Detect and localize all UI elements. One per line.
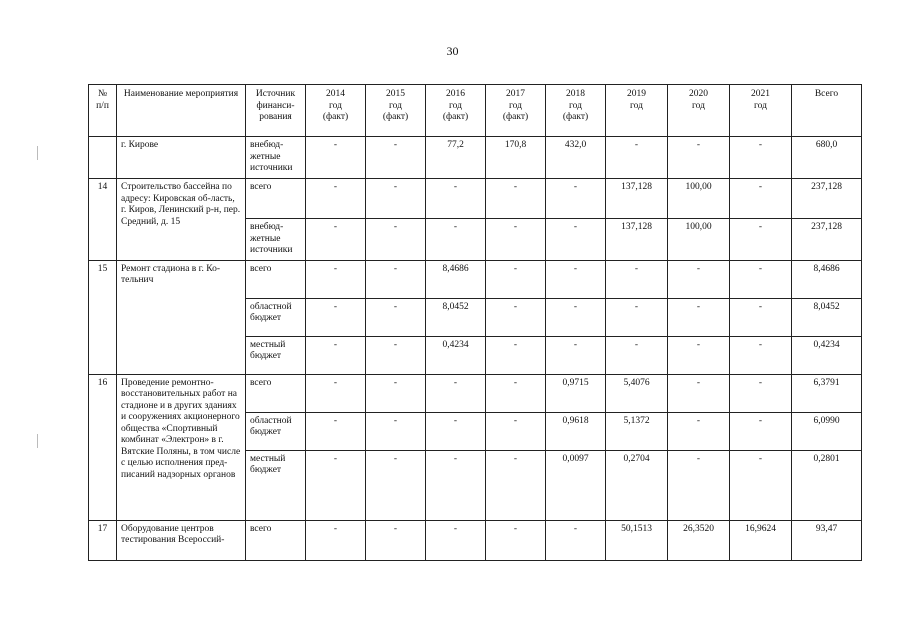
year-value: -: [366, 298, 426, 336]
year-value: -: [306, 219, 366, 261]
table-row: [89, 137, 862, 179]
year-value: 0,0097: [546, 450, 606, 520]
year-value: -: [546, 336, 606, 374]
header-row: [89, 85, 862, 137]
year-value: 8,4686: [426, 260, 486, 298]
year-value: -: [668, 412, 730, 450]
funding-source: областной бюджет: [246, 298, 306, 336]
year-value: -: [730, 450, 792, 520]
row-number: 15: [89, 260, 117, 374]
year-value: -: [668, 298, 730, 336]
header-year-2018: [546, 85, 606, 137]
header-year-2015: [366, 85, 426, 137]
year-value: -: [306, 179, 366, 219]
header-year-2020: [668, 85, 730, 137]
year-value: -: [730, 219, 792, 261]
header-year-2021: [730, 85, 792, 137]
event-name: Ремонт стадиона в г. Ко-тельнич: [117, 260, 246, 374]
year-value: 50,1513: [606, 520, 668, 560]
total-value: 237,128: [792, 179, 862, 219]
header-year-2016: [426, 85, 486, 137]
year-value: -: [606, 260, 668, 298]
header-year: 2017: [506, 89, 525, 99]
year-value: -: [366, 219, 426, 261]
year-value: -: [486, 179, 546, 219]
year-value: 100,00: [668, 219, 730, 261]
funding-source: внебюд-жетные источники: [246, 219, 306, 261]
scan-mark: [37, 146, 38, 160]
scan-mark: [37, 434, 38, 448]
event-name: Проведение ремонтно-восстановительных работ на стадионе и в других зданиях и сооружениях акционерного общества «Спортивный комбинат «Электрон» в г. Вятские Поляны, в том числе с целью исполнения пред-писаний надзорных органов: [117, 374, 246, 520]
year-value: -: [306, 137, 366, 179]
event-name: Строительство бассейна по адресу: Кировская об-ласть, г. Киров, Ленинский р-н, пер. Средний, д. 15: [117, 179, 246, 261]
year-value: -: [606, 137, 668, 179]
total-value: 0,4234: [792, 336, 862, 374]
year-value: -: [306, 520, 366, 560]
year-value: -: [366, 520, 426, 560]
header-year-unit: год: [389, 100, 402, 111]
header-source: Источник финанси-рования: [246, 85, 306, 137]
row-number: 14: [89, 179, 117, 261]
year-value: -: [366, 374, 426, 412]
year-value: 26,3520: [668, 520, 730, 560]
year-value: -: [730, 298, 792, 336]
year-value: -: [306, 298, 366, 336]
year-value: 170,8: [486, 137, 546, 179]
year-value: 137,128: [606, 179, 668, 219]
funding-source: всего: [246, 179, 306, 219]
year-value: -: [486, 219, 546, 261]
row-number: 16: [89, 374, 117, 520]
year-value: 0,9715: [546, 374, 606, 412]
year-value: 0,9618: [546, 412, 606, 450]
funding-table: [88, 84, 862, 561]
funding-source: областной бюджет: [246, 412, 306, 450]
header-year-2017: [486, 85, 546, 137]
year-value: 8,0452: [426, 298, 486, 336]
year-value: -: [306, 412, 366, 450]
table-row: [89, 520, 862, 560]
header-year-note: (факт): [502, 112, 529, 122]
row-number: [89, 137, 117, 179]
year-value: -: [486, 450, 546, 520]
year-value: -: [730, 179, 792, 219]
header-year: 2019: [627, 89, 646, 99]
year-value: -: [730, 374, 792, 412]
total-value: 6,0990: [792, 412, 862, 450]
year-value: -: [366, 336, 426, 374]
table-row: [89, 260, 862, 298]
year-value: -: [668, 450, 730, 520]
year-value: -: [426, 412, 486, 450]
year-value: -: [486, 412, 546, 450]
year-value: 77,2: [426, 137, 486, 179]
year-value: -: [426, 450, 486, 520]
year-value: -: [306, 336, 366, 374]
header-total: Всего: [792, 85, 862, 137]
total-value: 0,2801: [792, 450, 862, 520]
year-value: -: [668, 374, 730, 412]
header-year-2014: [306, 85, 366, 137]
page-number: 30: [446, 44, 459, 58]
year-value: 5,1372: [606, 412, 668, 450]
year-value: -: [668, 137, 730, 179]
table-row: [89, 179, 862, 219]
year-value: -: [366, 412, 426, 450]
funding-source: всего: [246, 374, 306, 412]
event-name: Оборудование центров тестирования Всероссий-: [117, 520, 246, 560]
year-value: -: [668, 336, 730, 374]
header-year: 2016: [446, 89, 465, 99]
total-value: 6,3791: [792, 374, 862, 412]
year-value: -: [426, 219, 486, 261]
header-year-unit: год: [329, 100, 342, 111]
table-body: [89, 137, 862, 561]
header-year-note: (факт): [382, 112, 409, 122]
year-value: -: [606, 336, 668, 374]
year-value: -: [546, 179, 606, 219]
header-num: № п/п: [89, 85, 117, 137]
header-year-note: (факт): [562, 112, 589, 122]
table-row: [89, 374, 862, 412]
header-year-note: (факт): [322, 112, 349, 122]
year-value: -: [730, 412, 792, 450]
header-year-unit: год: [449, 100, 462, 111]
funding-source: внебюд-жетные источники: [246, 137, 306, 179]
year-value: -: [366, 450, 426, 520]
year-value: -: [306, 450, 366, 520]
year-value: -: [306, 374, 366, 412]
year-value: -: [606, 298, 668, 336]
header-year: 2014: [326, 89, 345, 99]
year-value: -: [486, 520, 546, 560]
total-value: 8,4686: [792, 260, 862, 298]
year-value: -: [546, 520, 606, 560]
header-year-unit: год: [630, 100, 643, 111]
header-year-note: (факт): [442, 112, 469, 122]
year-value: -: [668, 260, 730, 298]
year-value: -: [546, 298, 606, 336]
year-value: -: [486, 374, 546, 412]
funding-source: местный бюджет: [246, 450, 306, 520]
year-value: 137,128: [606, 219, 668, 261]
row-number: 17: [89, 520, 117, 560]
year-value: -: [426, 374, 486, 412]
header-year-unit: год: [754, 100, 767, 111]
header-year: 2018: [566, 89, 585, 99]
year-value: -: [306, 260, 366, 298]
header-year: 2020: [689, 89, 708, 99]
funding-source: всего: [246, 260, 306, 298]
total-value: 8,0452: [792, 298, 862, 336]
year-value: -: [366, 137, 426, 179]
total-value: 680,0: [792, 137, 862, 179]
header-year: 2015: [386, 89, 405, 99]
header-year-2019: [606, 85, 668, 137]
year-value: -: [730, 336, 792, 374]
total-value: 93,47: [792, 520, 862, 560]
header-year: 2021: [751, 89, 770, 99]
event-name: г. Кирове: [117, 137, 246, 179]
header-year-unit: год: [509, 100, 522, 111]
year-value: 0,2704: [606, 450, 668, 520]
header-year-unit: год: [569, 100, 582, 111]
header-name: Наименование мероприятия: [117, 85, 246, 137]
year-value: -: [486, 260, 546, 298]
funding-source: всего: [246, 520, 306, 560]
total-value: 237,128: [792, 219, 862, 261]
year-value: 0,4234: [426, 336, 486, 374]
year-value: -: [366, 179, 426, 219]
year-value: -: [486, 298, 546, 336]
year-value: -: [546, 260, 606, 298]
year-value: 432,0: [546, 137, 606, 179]
year-value: 16,9624: [730, 520, 792, 560]
year-value: -: [546, 219, 606, 261]
year-value: -: [426, 179, 486, 219]
funding-source: местный бюджет: [246, 336, 306, 374]
year-value: 100,00: [668, 179, 730, 219]
year-value: -: [486, 336, 546, 374]
year-value: -: [730, 260, 792, 298]
year-value: 5,4076: [606, 374, 668, 412]
year-value: -: [730, 137, 792, 179]
header-year-unit: год: [692, 100, 705, 111]
year-value: -: [366, 260, 426, 298]
year-value: -: [426, 520, 486, 560]
